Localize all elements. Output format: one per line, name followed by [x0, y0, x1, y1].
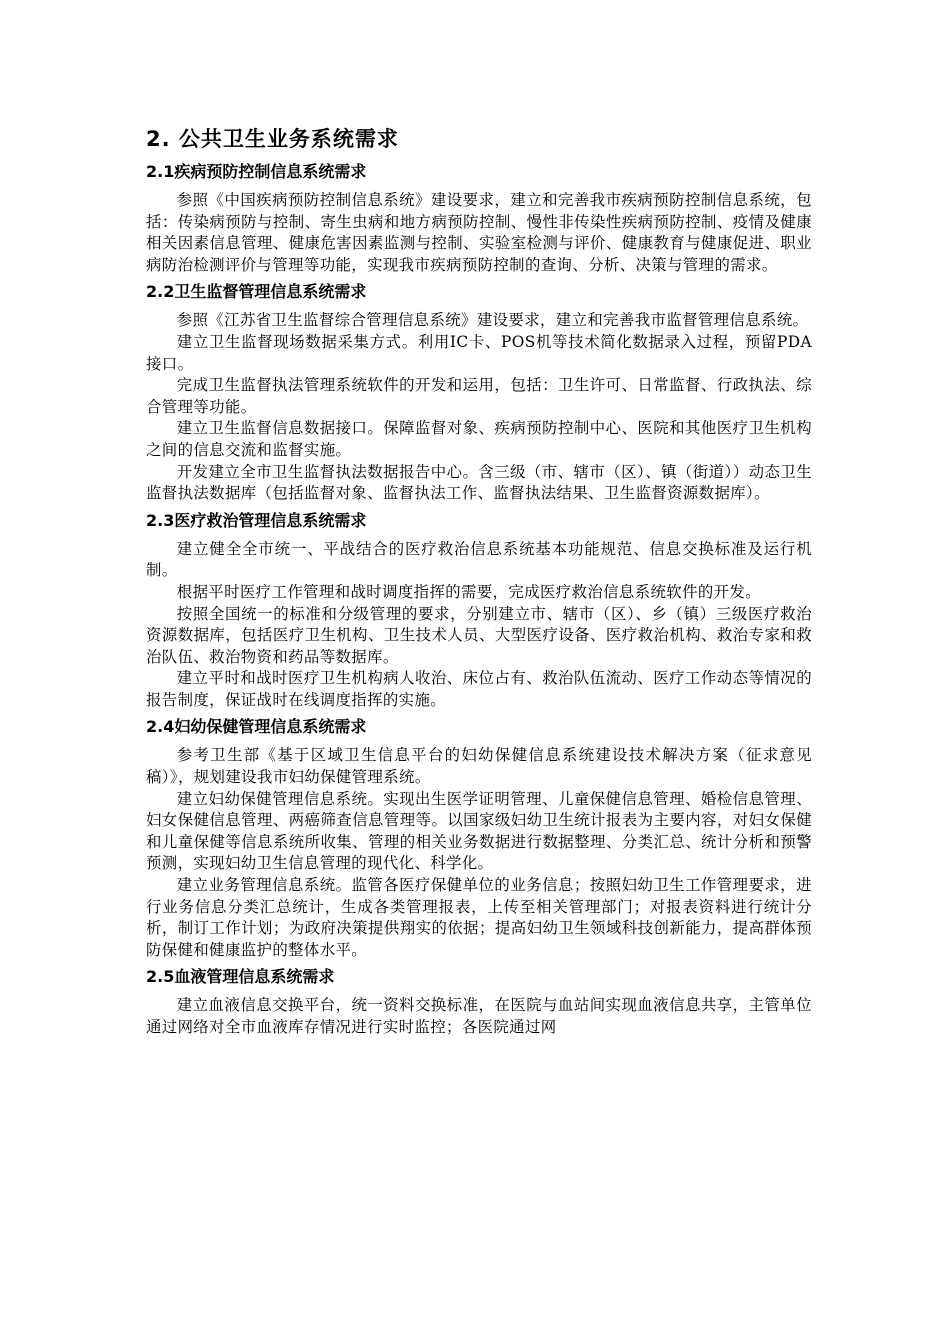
paragraph: 建立卫生监督信息数据接口。保障监督对象、疾病预防控制中心、医院和其他医疗卫生机构之间的信息交流和监督实施。	[146, 419, 812, 459]
paragraph: 完成卫生监督执法管理系统软件的开发和运用，包括：卫生许可、日常监督、行政执法、综合管理等功能。	[146, 376, 812, 416]
paragraph: 建立健全全市统一、平战结合的医疗救治信息系统基本功能规范、信息交换标准及运行机制。	[146, 539, 812, 580]
section-maternal-child-health	[146, 715, 812, 961]
paragraph: 建立妇幼保健管理信息系统。实现出生医学证明管理、儿童保健信息管理、婚检信息管理、妇女保健信息管理、两癌筛查信息管理等。以国家级妇幼卫生统计报表为主要内容，对妇女保健和儿童保健等信息系统所收集、管理的相关业务数据进行数据整理、分类汇总、统计分析和预警预测，实现妇幼卫生信息管理的现代化、科学化。	[146, 789, 812, 873]
section-blood-management	[146, 965, 812, 1038]
paragraph: 建立血液信息交换平台，统一资料交换标准，在医院与血站间实现血液信息共享，主管单位通过网络对全市血液库存情况进行实时监控；各医院通过网	[146, 996, 812, 1036]
paragraph: 开发建立全市卫生监督执法数据报告中心。含三级（市、辖市（区）、镇（街道））动态卫生监督执法数据库（包括监督对象、监督执法工作、监督执法结果、卫生监督资源数据库）。	[146, 462, 812, 503]
section-title: 2.4妇幼保健管理信息系统需求	[146, 717, 367, 737]
section-medical-treatment	[146, 509, 812, 712]
paragraph: 参照《中国疾病预防控制信息系统》建设要求，建立和完善我市疾病预防控制信息系统，包括：传染病预防与控制、寄生虫病和地方病预防控制、慢性非传染性疾病预防控制、疫情及健康相关因素信息管理、健康危害因素监测与控制、实验室检测与评价、健康教育与健康促进、职业病防治检测评价与管理等功能，实现我市疾病预防控制的查询、分析、决策与管理的需求。	[146, 191, 812, 274]
section-title: 2.3医疗救治管理信息系统需求	[146, 510, 367, 530]
document-content	[146, 124, 812, 1043]
paragraph: 建立业务管理信息系统。监管各医疗保健单位的业务信息；按照妇幼卫生工作管理要求，进行业务信息分类汇总统计，生成各类管理报表，上传至相关管理部门；对报表资料进行统计分析，制订工作计划；为政府决策提供翔实的依据；提高妇幼卫生领域科技创新能力，提高群体预防保健和健康监护的整体水平。	[146, 876, 812, 959]
paragraph: 参照《江苏省卫生监督综合管理信息系统》建设要求，建立和完善我市监督管理信息系统。	[176, 311, 809, 330]
paragraph: 按照全国统一的标准和分级管理的要求，分别建立市、辖市（区）、乡（镇）三级医疗救治资源数据库，包括医疗卫生机构、卫生技术人员、大型医疗设备、医疗救治机构、救治专家和救治队伍、救治物资和药品等数据库。	[146, 604, 812, 666]
paragraph: 根据平时医疗工作管理和战时调度指挥的需要，完成医疗救治信息系统软件的开发。	[176, 582, 762, 601]
section-title: 2.2卫生监督管理信息系统需求	[146, 282, 367, 302]
section-title: 2.5血液管理信息系统需求	[146, 967, 335, 987]
chapter-title: 2. 公共卫生业务系统需求	[146, 127, 399, 151]
paragraph: 建立卫生监督现场数据采集方式。利用IC卡、POS机等技术简化数据录入过程，预留PDA接口。	[146, 332, 812, 373]
section-title: 2.1疾病预防控制信息系统需求	[146, 162, 367, 181]
section-health-supervision	[146, 280, 812, 504]
section-disease-control	[146, 160, 812, 276]
paragraph: 建立平时和战时医疗卫生机构病人收治、床位占有、救治队伍流动、医疗工作动态等情况的报告制度，保证战时在线调度指挥的实施。	[146, 669, 812, 709]
paragraph: 参考卫生部《基于区域卫生信息平台的妇幼保健信息系统建设技术解决方案（征求意见稿）》，规划建设我市妇幼保健管理系统。	[146, 746, 812, 787]
